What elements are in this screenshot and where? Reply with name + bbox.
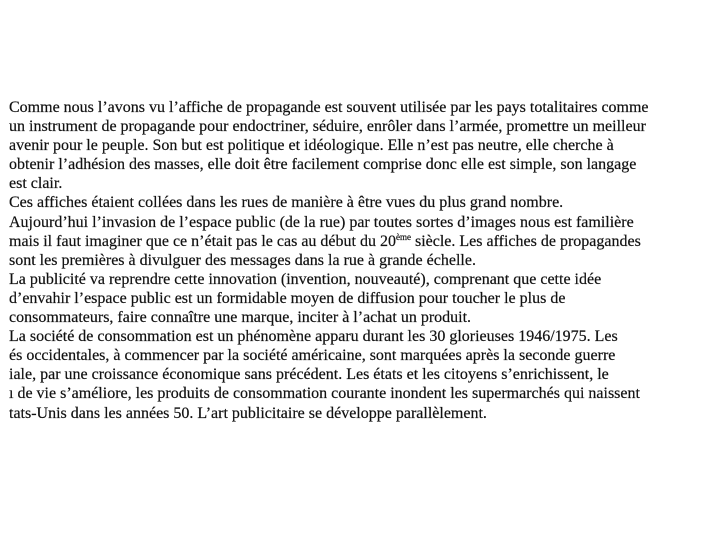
text-line: obtenir l’adhésion des masses, elle doit être facilement comprise donc elle est simple, son langage [9,156,637,174]
text-line: ı de vie s’améliore, les produits de consommation courante inondent les supermarchés qui naissent [9,385,640,403]
text-line: iale, par une croissance économique sans précédent. Les états et les citoyens s’enrichissent, le [9,366,609,384]
body-text [9,98,719,423]
text-line-with-superscript [9,232,719,251]
text-line: est clair. [9,175,63,193]
text-line: consommateurs, faire connaître une marque, inciter à l’achat un produit. [9,309,472,327]
text-line: La société de consommation est un phénomène apparu durant les 30 glorieuses 1946/1975. Les [9,328,618,346]
text-line: La publicité va reprendre cette innovation (invention, nouveauté), comprenant que cette idée [9,270,602,288]
text-line: tats-Unis dans les années 50. L’art publicitaire se développe parallèlement. [9,404,487,422]
text-line: un instrument de propagande pour endoctriner, séduire, enrôler dans l’armée, promettre un meilleur [9,118,646,136]
text-line: és occidentales, à commencer par la société américaine, sont marquées après la seconde guerre [9,347,616,365]
text-line: Comme nous l’avons vu l’affiche de propagande est souvent utilisée par les pays totalitaires comme [9,99,649,116]
text-line: avenir pour le peuple. Son but est politique et idéologique. Elle n’est pas neutre, elle cherche à [9,137,614,155]
text-line: d’envahir l’espace public est un formidable moyen de diffusion pour toucher le plus de [9,289,566,307]
text-segment: siècle. Les affiches de propagandes [410,232,641,250]
text-line: sont les premières à divulguer des messages dans la rue à grande échelle. [9,251,476,269]
text-line: Ces affiches étaient collées dans les rues de manière à être vues du plus grand nombre. [9,194,564,212]
text-line: Aujourd’hui l’invasion de l’espace public (de la rue) par toutes sortes d’images nous est familière [9,213,634,231]
text-segment: mais il faut imaginer que ce n’était pas le cas au début du 20 [9,232,396,250]
superscript-text: ème [395,232,411,243]
